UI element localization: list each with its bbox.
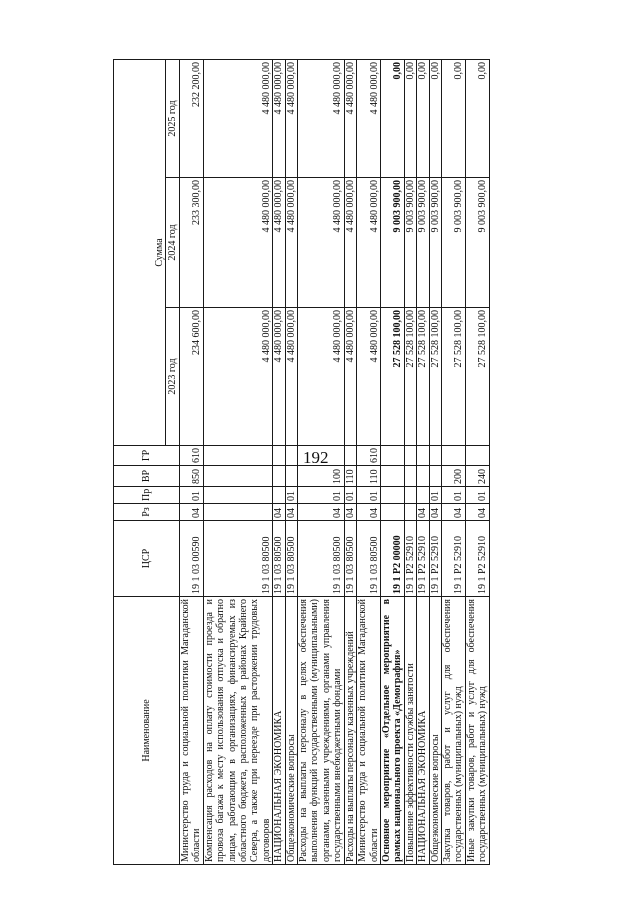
cell-vr bbox=[203, 466, 272, 487]
cell-csr: 19 1 03 80500 bbox=[298, 521, 345, 597]
budget-table-frame bbox=[113, 60, 490, 865]
cell-2023: 234 600,00 bbox=[180, 308, 204, 446]
header-gr: ГР bbox=[114, 446, 180, 466]
cell-pr: 01 bbox=[441, 487, 465, 504]
cell-pr bbox=[417, 487, 429, 504]
cell-2024: 4 480 000,00 bbox=[298, 178, 345, 308]
header-year-2024: 2024 год bbox=[166, 178, 180, 308]
header-year-2025: 2025 год bbox=[166, 60, 180, 178]
cell-rz: 04 bbox=[429, 504, 441, 521]
cell-vr: 200 bbox=[441, 466, 465, 487]
cell-2023: 27 528 100,00 bbox=[380, 308, 404, 446]
cell-csr: 19 1 03 80500 bbox=[285, 521, 297, 597]
cell-2023: 27 528 100,00 bbox=[429, 308, 441, 446]
table-body bbox=[180, 60, 490, 865]
cell-2023: 4 480 000,00 bbox=[273, 308, 285, 446]
cell-pr: 01 bbox=[298, 487, 345, 504]
table-row bbox=[203, 60, 272, 865]
cell-2024: 9 003 900,00 bbox=[441, 178, 465, 308]
cell-rz: 04 bbox=[441, 504, 465, 521]
cell-name: Иные закупки товаров, работ и услуг для обеспечения государственных (муниципальных) нужд bbox=[465, 597, 489, 865]
cell-gr: 610 bbox=[357, 446, 381, 466]
table-row bbox=[285, 60, 297, 865]
budget-table bbox=[113, 59, 490, 865]
table-row bbox=[404, 60, 416, 865]
table-row bbox=[273, 60, 285, 865]
cell-pr: 01 bbox=[465, 487, 489, 504]
cell-2025: 4 480 000,00 bbox=[357, 60, 381, 178]
cell-2024: 9 003 900,00 bbox=[429, 178, 441, 308]
cell-vr: 240 bbox=[465, 466, 489, 487]
cell-rz bbox=[404, 504, 416, 521]
page-number: 192 bbox=[303, 448, 329, 467]
table-row bbox=[465, 60, 489, 865]
cell-csr: 19 1 P2 52910 bbox=[417, 521, 429, 597]
cell-gr bbox=[429, 446, 441, 466]
table-row bbox=[298, 60, 345, 865]
cell-rz bbox=[203, 504, 272, 521]
cell-gr bbox=[380, 446, 404, 466]
cell-gr bbox=[344, 446, 356, 466]
cell-name: Повышение эффективности службы занятости bbox=[404, 597, 416, 865]
cell-pr: 01 bbox=[357, 487, 381, 504]
cell-2023: 4 480 000,00 bbox=[285, 308, 297, 446]
header-rz: Рз bbox=[114, 504, 180, 521]
table-row bbox=[344, 60, 356, 865]
cell-vr: 850 bbox=[180, 466, 204, 487]
cell-gr bbox=[417, 446, 429, 466]
cell-name: Министерство труда и социальной политики Магаданской области bbox=[357, 597, 381, 865]
cell-csr: 19 1 P2 52910 bbox=[404, 521, 416, 597]
cell-2024: 4 480 000,00 bbox=[203, 178, 272, 308]
header-vr: ВР bbox=[114, 466, 180, 487]
cell-gr: 610 bbox=[180, 446, 204, 466]
cell-2025: 0,00 bbox=[441, 60, 465, 178]
cell-2024: 4 480 000,00 bbox=[344, 178, 356, 308]
cell-rz: 04 bbox=[298, 504, 345, 521]
header-pr: Пр bbox=[114, 487, 180, 504]
cell-name: Расходы на выплаты персоналу казенных учреждений bbox=[344, 597, 356, 865]
cell-gr bbox=[298, 446, 345, 466]
cell-2024: 9 003 900,00 bbox=[417, 178, 429, 308]
cell-gr bbox=[404, 446, 416, 466]
cell-gr bbox=[465, 446, 489, 466]
cell-name: Общеэкономические вопросы bbox=[429, 597, 441, 865]
cell-2025: 0,00 bbox=[404, 60, 416, 178]
cell-csr: 19 1 03 80500 bbox=[344, 521, 356, 597]
cell-2024: 233 300,00 bbox=[180, 178, 204, 308]
table-row bbox=[429, 60, 441, 865]
cell-2025: 0,00 bbox=[380, 60, 404, 178]
cell-name: Расходы на выплаты персоналу в целях обеспечения выполнения функций государственными (муниципальными) органами, казенными учреждениями, органами управления государственными внебюджетными фондами bbox=[298, 597, 345, 865]
cell-pr bbox=[380, 487, 404, 504]
cell-pr bbox=[273, 487, 285, 504]
cell-pr: 01 bbox=[180, 487, 204, 504]
cell-gr bbox=[203, 446, 272, 466]
cell-pr bbox=[203, 487, 272, 504]
cell-2025: 4 480 000,00 bbox=[285, 60, 297, 178]
cell-vr: 110 bbox=[344, 466, 356, 487]
cell-rz: 04 bbox=[180, 504, 204, 521]
cell-rz: 04 bbox=[344, 504, 356, 521]
cell-csr: 19 1 P2 52910 bbox=[441, 521, 465, 597]
cell-name: Основное мероприятие «Отдельное мероприятие в рамках национального проекта «Демография» bbox=[380, 597, 404, 865]
cell-csr: 19 1 P2 52910 bbox=[429, 521, 441, 597]
header-sum: Сумма bbox=[114, 60, 166, 446]
cell-name: НАЦИОНАЛЬНАЯ ЭКОНОМИКА bbox=[417, 597, 429, 865]
cell-rz: 04 bbox=[273, 504, 285, 521]
header-name: Наименование bbox=[114, 597, 180, 865]
table-row bbox=[417, 60, 429, 865]
cell-2025: 4 480 000,00 bbox=[344, 60, 356, 178]
cell-vr bbox=[417, 466, 429, 487]
cell-2023: 4 480 000,00 bbox=[298, 308, 345, 446]
cell-2024: 4 480 000,00 bbox=[285, 178, 297, 308]
cell-name: НАЦИОНАЛЬНАЯ ЭКОНОМИКА bbox=[273, 597, 285, 865]
cell-2023: 27 528 100,00 bbox=[404, 308, 416, 446]
table-row bbox=[441, 60, 465, 865]
cell-vr bbox=[380, 466, 404, 487]
cell-2024: 4 480 000,00 bbox=[273, 178, 285, 308]
table-row bbox=[357, 60, 381, 865]
cell-name: Закупка товаров, работ и услуг для обеспечения государственных (муниципальных) нужд bbox=[441, 597, 465, 865]
cell-vr: 110 bbox=[357, 466, 381, 487]
cell-pr: 01 bbox=[285, 487, 297, 504]
cell-gr bbox=[441, 446, 465, 466]
cell-name: Общеэкономические вопросы bbox=[285, 597, 297, 865]
cell-csr: 19 1 03 80500 bbox=[203, 521, 272, 597]
cell-2025: 4 480 000,00 bbox=[203, 60, 272, 178]
cell-2025: 232 200,00 bbox=[180, 60, 204, 178]
table-row bbox=[380, 60, 404, 865]
cell-2025: 4 480 000,00 bbox=[273, 60, 285, 178]
cell-rz: 04 bbox=[357, 504, 381, 521]
cell-name: Министерство труда и социальной политики Магаданской области bbox=[180, 597, 204, 865]
cell-vr: 100 bbox=[298, 466, 345, 487]
cell-pr bbox=[404, 487, 416, 504]
cell-vr bbox=[404, 466, 416, 487]
cell-2025: 0,00 bbox=[417, 60, 429, 178]
cell-gr bbox=[285, 446, 297, 466]
cell-2023: 27 528 100,00 bbox=[465, 308, 489, 446]
cell-2023: 4 480 000,00 bbox=[357, 308, 381, 446]
cell-rz bbox=[380, 504, 404, 521]
cell-2023: 4 480 000,00 bbox=[344, 308, 356, 446]
cell-2024: 9 003 900,00 bbox=[404, 178, 416, 308]
cell-gr bbox=[273, 446, 285, 466]
cell-2025: 0,00 bbox=[465, 60, 489, 178]
header-csr: ЦСР bbox=[114, 521, 180, 597]
cell-pr: 01 bbox=[429, 487, 441, 504]
table-header bbox=[114, 60, 180, 865]
cell-rz: 04 bbox=[285, 504, 297, 521]
cell-vr bbox=[285, 466, 297, 487]
cell-2023: 27 528 100,00 bbox=[441, 308, 465, 446]
cell-csr: 19 1 P2 52910 bbox=[465, 521, 489, 597]
cell-name: Компенсация расходов на оплату стоимости проезда и провоза багажа к месту использования отпуска и обратно лицам, работающим в организациях, финансируемых из областного бюджета, расположенных в районах Крайнего Севера, а также при переезде при расторжении трудовых договоров bbox=[203, 597, 272, 865]
table-row bbox=[180, 60, 204, 865]
cell-2023: 4 480 000,00 bbox=[203, 308, 272, 446]
cell-2024: 9 003 900,00 bbox=[465, 178, 489, 308]
cell-vr bbox=[273, 466, 285, 487]
cell-vr bbox=[429, 466, 441, 487]
cell-2025: 4 480 000,00 bbox=[298, 60, 345, 178]
cell-2023: 27 528 100,00 bbox=[417, 308, 429, 446]
cell-2024: 4 480 000,00 bbox=[357, 178, 381, 308]
cell-rz: 04 bbox=[417, 504, 429, 521]
cell-rz: 04 bbox=[465, 504, 489, 521]
cell-csr: 19 1 03 80500 bbox=[273, 521, 285, 597]
cell-pr: 01 bbox=[344, 487, 356, 504]
cell-csr: 19 1 P2 00000 bbox=[380, 521, 404, 597]
header-year-2023: 2023 год bbox=[166, 308, 180, 446]
cell-2025: 0,00 bbox=[429, 60, 441, 178]
cell-csr: 19 1 03 80500 bbox=[357, 521, 381, 597]
cell-2024: 9 003 900,00 bbox=[380, 178, 404, 308]
cell-csr: 19 1 03 00590 bbox=[180, 521, 204, 597]
